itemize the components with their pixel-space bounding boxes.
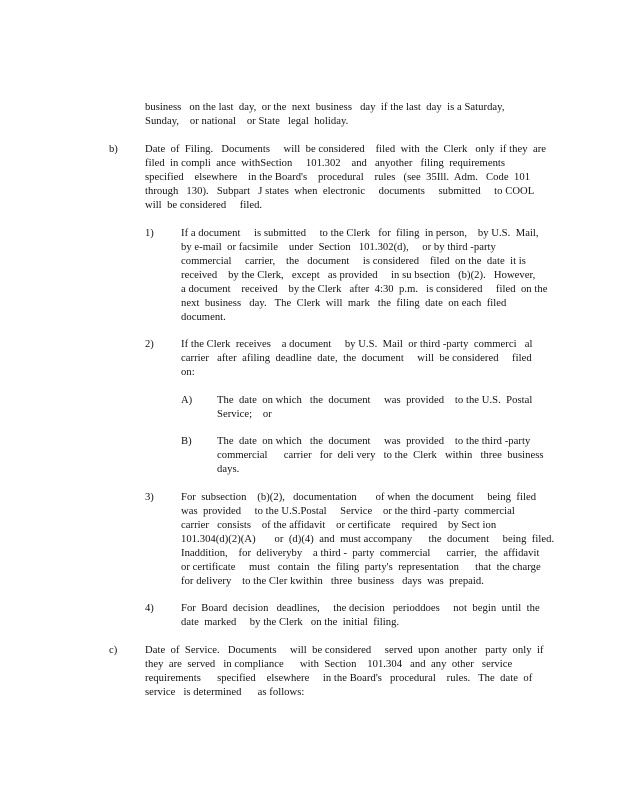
item-label-2: 2) (145, 339, 154, 350)
intro-line: business on the last day, or the next business day if the last day is a Saturday, (145, 102, 505, 113)
item-1-line: commercial carrier, the document is considered filed on the date it is (181, 256, 526, 267)
section-b-line: specified elsewhere in the Board's procedural rules (see 35Ill. Adm. Code 101 (145, 172, 531, 183)
section-c-line: Date of Service. Documents will be considered served upon another party only if (145, 645, 544, 656)
item-1-line: a document received by the Clerk after 4:30 p.m. is considered filed on the (181, 284, 548, 295)
section-label-c: c) (109, 645, 118, 656)
item-4-line: For Board decision deadlines, the decision perioddoes not begin until the (181, 603, 540, 614)
intro-line: Sunday, or national or State legal holiday. (145, 116, 349, 127)
item-1-line: next business day. The Clerk will mark the filing date on each filed (181, 298, 507, 309)
subitem-b-line: commercial carrier for deli very to the Clerk within three business (217, 450, 544, 461)
item-label-1: 1) (145, 228, 154, 239)
item-2-line: on: (181, 367, 195, 378)
subitem-a-line: The date on which the document was provided to the U.S. Postal (217, 395, 533, 406)
item-3-line: 101.304(d)(2)(A) or (d)(4) and must accompany the document being filed. (181, 534, 555, 545)
section-c-line: requirements specified elsewhere in the Board's procedural rules. The date of (145, 673, 533, 684)
subitem-label-a: A) (181, 395, 193, 406)
item-4-line: date marked by the Clerk on the initial filing. (181, 617, 400, 628)
section-b-line: filed in compli ance withSection 101.302 and anyother filing requirements (145, 158, 506, 169)
item-3-line: for delivery to the Cler kwithin three business days was prepaid. (181, 576, 484, 587)
item-1-line: If a document is submitted to the Clerk for filing in person, by U.S. Mail, (181, 228, 539, 239)
item-3-line: Inaddition, for deliveryby a third - party commercial carrier, the affidavit (181, 548, 540, 559)
item-3-line: was provided to the U.S.Postal Service or the third -party commercial (181, 506, 515, 517)
section-c-line: service is determined as follows: (145, 687, 305, 698)
item-1-line: by e-mail or facsimile under Section 101.302(d), or by third -party (181, 242, 496, 253)
item-3-line: For subsection (b)(2), documentation of when the document being filed (181, 492, 537, 503)
subitem-b-line: The date on which the document was provided to the third -party (217, 436, 531, 447)
item-label-4: 4) (145, 603, 154, 614)
item-1-line: document. (181, 312, 226, 323)
section-c-line: they are served in compliance with Section 101.304 and any other service (145, 659, 513, 670)
section-b-line: Date of Filing. Documents will be considered filed with the Clerk only if they are (145, 144, 547, 155)
section-b-line: will be considered filed. (145, 200, 263, 211)
section-label-b: b) (109, 144, 118, 155)
item-3-line: or certificate must contain the filing party's representation that the charge (181, 562, 541, 573)
item-2-line: If the Clerk receives a document by U.S. Mail or third -party commerci al (181, 339, 533, 350)
section-b-line: through 130). Subpart J states when electronic documents submitted to COOL (145, 186, 535, 197)
item-3-line: carrier consists of the affidavit or certificate required by Sect ion (181, 520, 497, 531)
item-2-line: carrier after afiling deadline date, the document will be considered filed (181, 353, 532, 364)
subitem-label-b: B) (181, 436, 192, 447)
subitem-b-line: days. (217, 464, 240, 475)
item-label-3: 3) (145, 492, 154, 503)
item-1-line: received by the Clerk, except as provided in su bsection (b)(2). However, (181, 270, 536, 281)
subitem-a-line: Service; or (217, 409, 272, 420)
